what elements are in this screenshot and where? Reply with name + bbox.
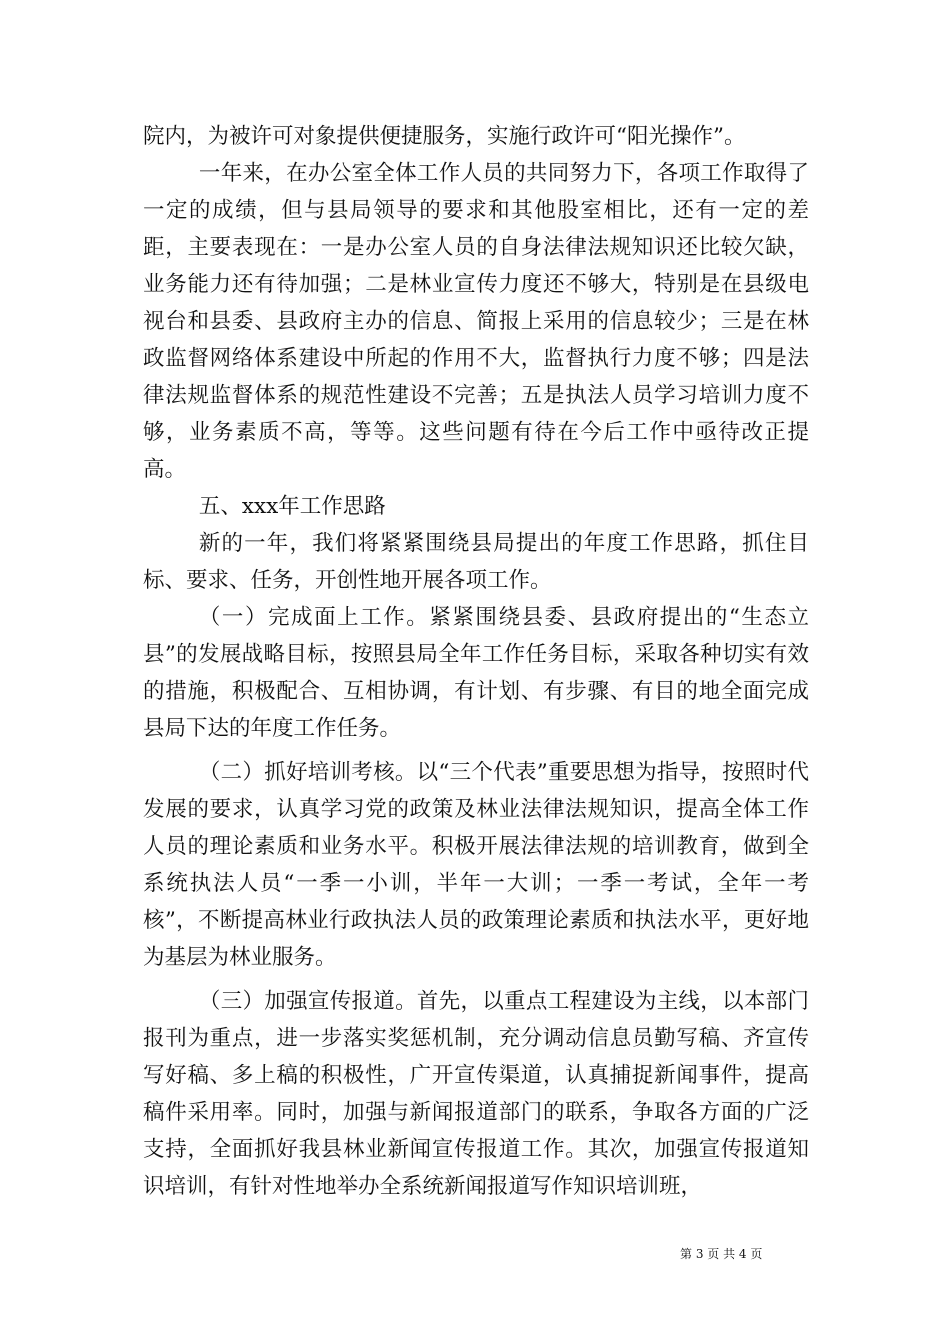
paragraph-new-year: 新的一年，我们将紧紧围绕县局提出的年度工作思路，抓住目标、要求、任务，开创性地开展各项工作。 — [143, 531, 809, 593]
paragraph-item-1: （一）完成面上工作。紧紧围绕县委、县政府提出的“生态立县”的发展战略目标，按照县局全年工作任务目标，采取各种切实有效的措施，积极配合、互相协调，有计划、有步骤、有目的地全面完成县局下达的年度工作任务。 — [143, 605, 809, 741]
section-heading-work-plan: 五、xxx年工作思路 — [198, 494, 386, 519]
paragraph-item-3: （三）加强宣传报道。首先，以重点工程建设为主线，以本部门报刊为重点，进一步落实奖惩机制，充分调动信息员勤写稿、齐宣传写好稿、多上稿的积极性，广开宣传渠道，认真捕捉新闻事件，提高稿件采用率。同时，加强与新闻报道部门的联系，争取各方面的广泛支持，全面抓好我县林业新闻宣传报道工作。其次，加强宣传报道知识培训，有针对性地举办全系统新闻报道写作知识培训班， — [143, 989, 809, 1199]
paragraph-shortcomings: 一年来，在办公室全体工作人员的共同努力下，各项工作取得了一定的成绩，但与县局领导的要求和其他股室相比，还有一定的差距，主要表现在：一是办公室人员的自身法律法规知识还比较欠缺，业务能力还有待加强；二是林业宣传力度还不够大，特别是在县级电视台和县委、县政府主办的信息、简报上采用的信息较少；三是在林政监督网络体系建设中所起的作用不大，监督执行力度不够；四是法律法规监督体系的规范性建设不完善；五是执法人员学习培训力度不够，业务素质不高，等等。这些问题有待在今后工作中亟待改正提高。 — [143, 161, 809, 482]
paragraph-item-2: （二）抓好培训考核。以“三个代表”重要思想为指导，按照时代发展的要求，认真学习党的政策及林业法律法规知识，提高全体工作人员的理论素质和业务水平。积极开展法律法规的培训教育，做到全系统执法人员“一季一小训，半年一大训；一季一考试，全年一考核”，不断提高林业行政执法人员的政策理论素质和执法水平，更好地为基层为林业服务。 — [143, 760, 809, 970]
page-footer: 第 3 页 共 4 页 — [680, 1247, 763, 1261]
paragraph-continuation: 院内，为被许可对象提供便捷服务，实施行政许可“阳光操作”。 — [143, 124, 746, 149]
document-body — [143, 118, 809, 1205]
